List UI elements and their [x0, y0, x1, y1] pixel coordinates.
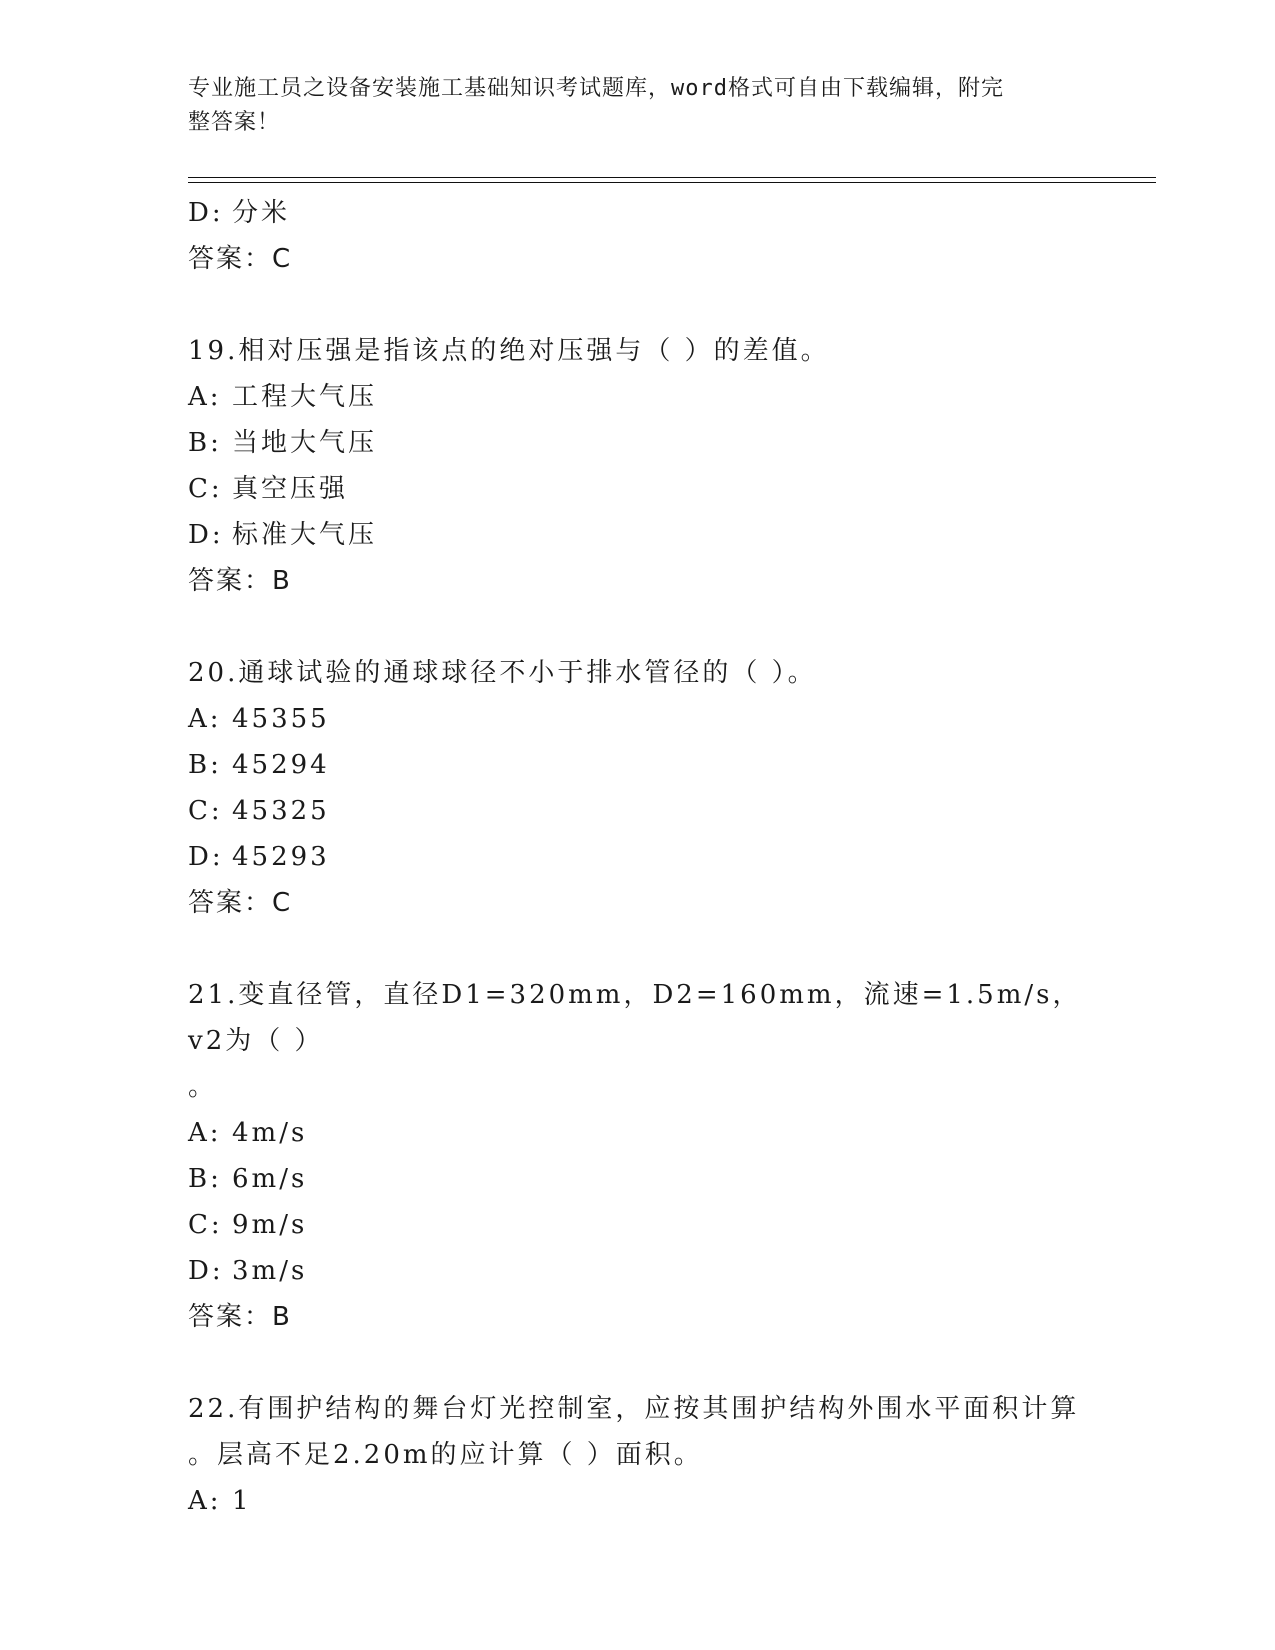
header-rule-bottom [188, 182, 1156, 183]
option-key: D: [188, 842, 224, 872]
answer-line: 答案：C [188, 244, 293, 274]
option-a [188, 1110, 1088, 1156]
option-text: 3m/s [232, 1256, 308, 1286]
option-b [188, 420, 1088, 466]
option-key: B: [188, 750, 222, 780]
question-stem-line-1: 22.有围护结构的舞台灯光控制室，应按其围护结构外围水平面积计算 [188, 1394, 1080, 1424]
header-line-2: 整答案！ [188, 110, 281, 135]
answer-line: 答案：C [188, 888, 293, 918]
option-text: 45355 [232, 704, 330, 734]
option-text: 45293 [232, 842, 330, 872]
question-stem-line-2: 。层高不足2.20m的应计算（ ）面积。 [188, 1440, 703, 1470]
option-a [188, 1478, 1088, 1524]
header-rule-top [188, 177, 1156, 178]
header-line-1: 专业施工员之设备安装施工基础知识考试题库，word格式可自由下载编辑，附完 [188, 76, 1004, 101]
option-text: 6m/s [232, 1164, 308, 1194]
document-header [188, 72, 1078, 140]
option-c [188, 1202, 1088, 1248]
option-text: 1 [232, 1486, 252, 1516]
option-key: B: [188, 428, 222, 458]
option-text: 45294 [232, 750, 330, 780]
option-c [188, 466, 1088, 512]
question-20 [188, 650, 1088, 926]
option-key: C: [188, 474, 223, 504]
answer-line: 答案：B [188, 1302, 292, 1332]
question-22 [188, 1386, 1088, 1524]
option-key: D: [188, 1256, 224, 1286]
option-b [188, 742, 1088, 788]
option-text: 当地大气压 [232, 428, 378, 458]
question-list [188, 190, 1088, 1524]
option-key: D: [188, 198, 224, 228]
option-text: 4m/s [232, 1118, 308, 1148]
option-a [188, 374, 1088, 420]
option-key: C: [188, 1210, 223, 1240]
option-text: 分米 [232, 198, 291, 228]
question-stem: 20.通球试验的通球球径不小于排水管径的（ ）。 [188, 658, 817, 688]
question-stem-line-2: 。 [188, 1072, 218, 1102]
option-d [188, 1248, 1088, 1294]
question-stem: 19.相对压强是指该点的绝对压强与（ ）的差值。 [188, 336, 830, 366]
option-a [188, 696, 1088, 742]
option-d [188, 834, 1088, 880]
question-19 [188, 328, 1088, 604]
option-text: 9m/s [232, 1210, 308, 1240]
option-c [188, 788, 1088, 834]
option-text: 标准大气压 [232, 520, 378, 550]
option-d [188, 512, 1088, 558]
question-stem-line-1: 21.变直径管，直径D1=320mm，D2=160mm，流速=1.5m/s，v2为（ ） [188, 980, 1082, 1056]
option-key: A: [188, 704, 222, 734]
option-key: D: [188, 520, 224, 550]
option-d [188, 190, 1088, 236]
option-text: 45325 [232, 796, 330, 826]
answer-line: 答案：B [188, 566, 292, 596]
option-key: B: [188, 1164, 222, 1194]
option-key: A: [188, 1486, 222, 1516]
option-text: 真空压强 [232, 474, 349, 504]
option-key: C: [188, 796, 223, 826]
option-b [188, 1156, 1088, 1202]
option-key: A: [188, 382, 222, 412]
question-21 [188, 972, 1088, 1340]
option-key: A: [188, 1118, 222, 1148]
option-text: 工程大气压 [232, 382, 378, 412]
